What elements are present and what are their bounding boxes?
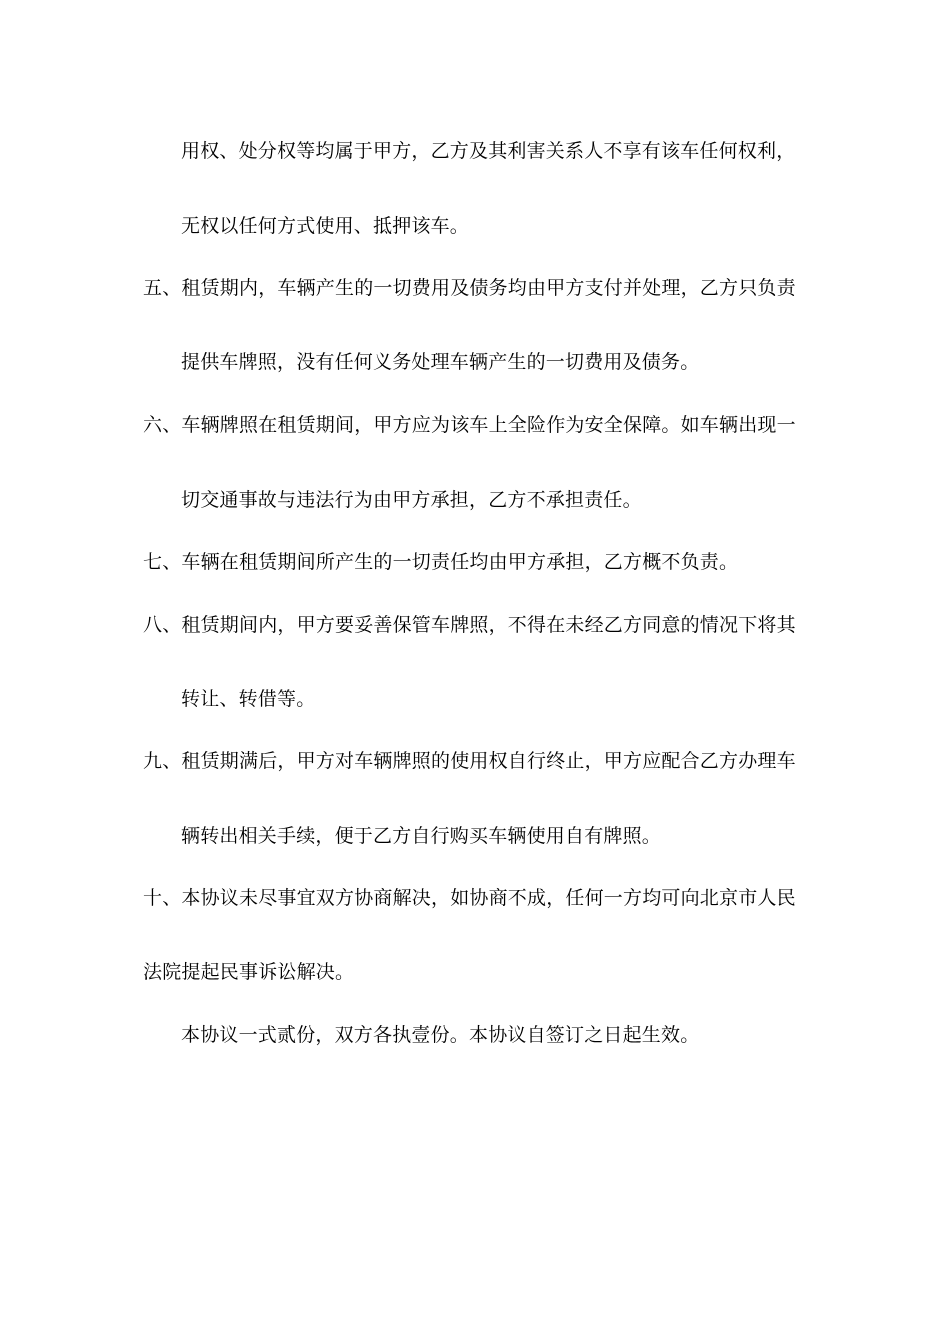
paragraph-line: 用权、处分权等均属于甲方，乙方及其利害关系人不享有该车任何权利， xyxy=(181,140,796,162)
clause-ten-line: 十、本协议未尽事宜双方协商解决，如协商不成，任何一方均可向北京市人民 xyxy=(143,887,796,909)
paragraph-line: 切交通事故与违法行为由甲方承担，乙方不承担责任。 xyxy=(181,489,642,511)
paragraph-line: 辆转出相关手续，便于乙方自行购买车辆使用自有牌照。 xyxy=(181,825,662,847)
paragraph-line: 无权以任何方式使用、抵押该车。 xyxy=(181,215,470,237)
clause-seven-line: 七、车辆在租赁期间所产生的一切责任均由甲方承担，乙方概不负责。 xyxy=(143,551,739,573)
closing-statement: 本协议一式贰份，双方各执壹份。本协议自签订之日起生效。 xyxy=(181,1024,700,1046)
paragraph-line: 法院提起民事诉讼解决。 xyxy=(143,961,355,983)
clause-five-line: 五、租赁期内，车辆产生的一切费用及债务均由甲方支付并处理，乙方只负责 xyxy=(143,277,796,299)
clause-eight-line: 八、租赁期间内，甲方要妥善保管车牌照，不得在未经乙方同意的情况下将其 xyxy=(143,614,796,636)
clause-six-line: 六、车辆牌照在租赁期间，甲方应为该车上全险作为安全保障。如车辆出现一 xyxy=(143,414,796,436)
paragraph-line: 提供车牌照，没有任何义务处理车辆产生的一切费用及债务。 xyxy=(181,351,700,373)
clause-nine-line: 九、租赁期满后，甲方对车辆牌照的使用权自行终止，甲方应配合乙方办理车 xyxy=(143,750,796,772)
paragraph-line: 转让、转借等。 xyxy=(181,688,316,710)
